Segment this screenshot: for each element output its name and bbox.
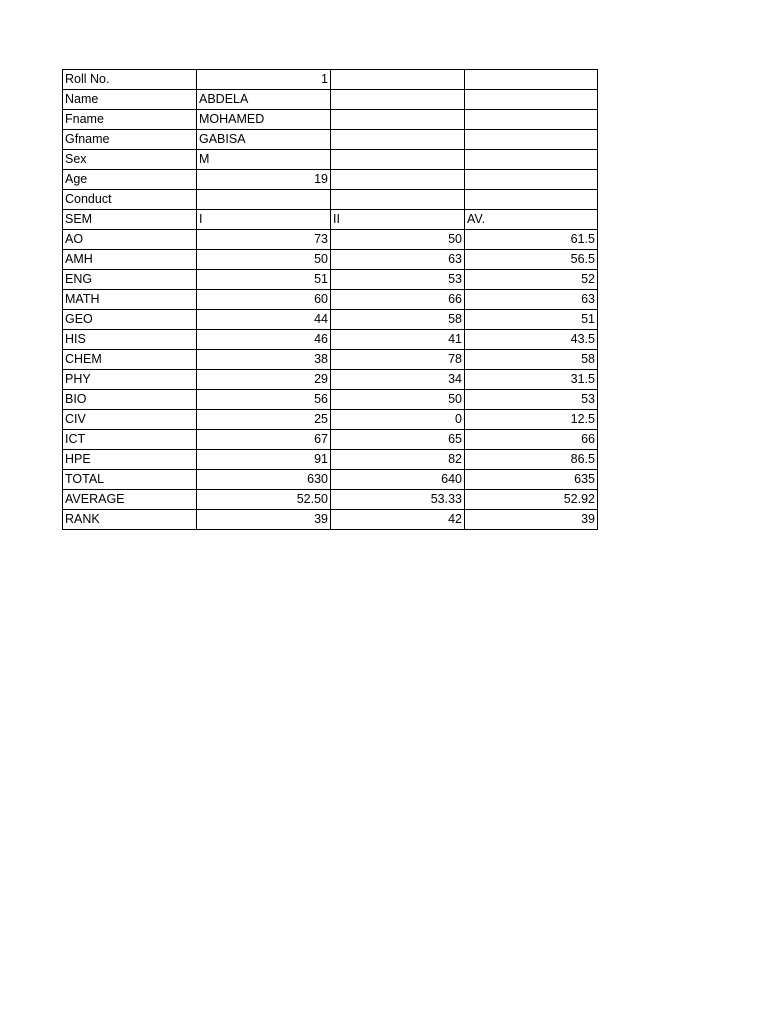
subject-name-cell: HIS [63, 330, 197, 350]
subject-sem2-score: 63 [331, 250, 465, 270]
subject-name-cell: ENG [63, 270, 197, 290]
subject-name-cell: MATH [63, 290, 197, 310]
info-value-cell: 1 [197, 70, 331, 90]
summary-sem2-value: 42 [331, 510, 465, 530]
subject-row [63, 370, 598, 390]
summary-row [63, 470, 598, 490]
subject-sem2-score: 78 [331, 350, 465, 370]
info-label-cell: Fname [63, 110, 197, 130]
subject-sem1-score: 44 [197, 310, 331, 330]
info-row [63, 90, 598, 110]
summary-sem2-value: 53.33 [331, 490, 465, 510]
empty-cell [331, 170, 465, 190]
summary-label-cell: AVERAGE [63, 490, 197, 510]
subject-row [63, 310, 598, 330]
info-value-cell: GABISA [197, 130, 331, 150]
info-label-cell: Sex [63, 150, 197, 170]
subject-average-score: 58 [465, 350, 598, 370]
subject-average-score: 52 [465, 270, 598, 290]
subject-average-score: 61.5 [465, 230, 598, 250]
subject-row [63, 290, 598, 310]
subject-sem1-score: 91 [197, 450, 331, 470]
subject-average-score: 53 [465, 390, 598, 410]
summary-label-cell: RANK [63, 510, 197, 530]
summary-sem2-value: 640 [331, 470, 465, 490]
semester-header-sem1: I [197, 210, 331, 230]
subject-sem1-score: 29 [197, 370, 331, 390]
subject-sem2-score: 0 [331, 410, 465, 430]
subject-sem1-score: 38 [197, 350, 331, 370]
empty-cell [331, 110, 465, 130]
semester-header-avg: AV. [465, 210, 598, 230]
info-row [63, 190, 598, 210]
empty-cell [465, 70, 598, 90]
info-value-cell: MOHAMED [197, 110, 331, 130]
subject-row [63, 350, 598, 370]
info-label-cell: Conduct [63, 190, 197, 210]
subject-row [63, 410, 598, 430]
info-value-cell: M [197, 150, 331, 170]
empty-cell [331, 150, 465, 170]
subject-sem2-score: 53 [331, 270, 465, 290]
empty-cell [465, 190, 598, 210]
subject-name-cell: GEO [63, 310, 197, 330]
empty-cell [465, 130, 598, 150]
empty-cell [465, 110, 598, 130]
subject-sem2-score: 58 [331, 310, 465, 330]
empty-cell [465, 170, 598, 190]
info-value-cell: 19 [197, 170, 331, 190]
summary-sem1-value: 52.50 [197, 490, 331, 510]
subject-name-cell: PHY [63, 370, 197, 390]
subject-row [63, 390, 598, 410]
empty-cell [331, 70, 465, 90]
info-row [63, 70, 598, 90]
subject-name-cell: AO [63, 230, 197, 250]
subject-row [63, 330, 598, 350]
subject-sem2-score: 34 [331, 370, 465, 390]
subject-sem2-score: 50 [331, 230, 465, 250]
semester-header-sem2: II [331, 210, 465, 230]
summary-average-value: 39 [465, 510, 598, 530]
subject-average-score: 56.5 [465, 250, 598, 270]
subject-average-score: 51 [465, 310, 598, 330]
subject-sem1-score: 67 [197, 430, 331, 450]
subject-sem1-score: 56 [197, 390, 331, 410]
summary-average-value: 635 [465, 470, 598, 490]
subject-sem1-score: 51 [197, 270, 331, 290]
subject-sem1-score: 25 [197, 410, 331, 430]
info-value-cell [197, 190, 331, 210]
info-label-cell: Age [63, 170, 197, 190]
subject-row [63, 250, 598, 270]
info-label-cell: Roll No. [63, 70, 197, 90]
subject-row [63, 230, 598, 250]
info-row [63, 150, 598, 170]
semester-header-label: SEM [63, 210, 197, 230]
summary-row [63, 490, 598, 510]
subject-name-cell: HPE [63, 450, 197, 470]
subject-average-score: 63 [465, 290, 598, 310]
subject-average-score: 66 [465, 430, 598, 450]
summary-average-value: 52.92 [465, 490, 598, 510]
subject-sem2-score: 82 [331, 450, 465, 470]
subject-row [63, 450, 598, 470]
summary-row [63, 510, 598, 530]
subject-average-score: 31.5 [465, 370, 598, 390]
info-label-cell: Gfname [63, 130, 197, 150]
subject-sem2-score: 66 [331, 290, 465, 310]
subject-sem2-score: 50 [331, 390, 465, 410]
subject-sem1-score: 50 [197, 250, 331, 270]
empty-cell [465, 150, 598, 170]
subject-sem2-score: 65 [331, 430, 465, 450]
subject-name-cell: CHEM [63, 350, 197, 370]
report-table-body [63, 70, 598, 530]
subject-sem1-score: 60 [197, 290, 331, 310]
summary-sem1-value: 39 [197, 510, 331, 530]
subject-average-score: 86.5 [465, 450, 598, 470]
info-row [63, 170, 598, 190]
summary-sem1-value: 630 [197, 470, 331, 490]
info-value-cell: ABDELA [197, 90, 331, 110]
student-report-table [62, 69, 598, 530]
subject-row [63, 270, 598, 290]
empty-cell [331, 130, 465, 150]
subject-name-cell: AMH [63, 250, 197, 270]
subject-name-cell: BIO [63, 390, 197, 410]
subject-sem2-score: 41 [331, 330, 465, 350]
subject-name-cell: ICT [63, 430, 197, 450]
subject-sem1-score: 73 [197, 230, 331, 250]
empty-cell [465, 90, 598, 110]
subject-average-score: 12.5 [465, 410, 598, 430]
summary-label-cell: TOTAL [63, 470, 197, 490]
semester-header-row [63, 210, 598, 230]
subject-row [63, 430, 598, 450]
empty-cell [331, 90, 465, 110]
subject-name-cell: CIV [63, 410, 197, 430]
info-row [63, 130, 598, 150]
subject-sem1-score: 46 [197, 330, 331, 350]
subject-average-score: 43.5 [465, 330, 598, 350]
info-row [63, 110, 598, 130]
empty-cell [331, 190, 465, 210]
info-label-cell: Name [63, 90, 197, 110]
